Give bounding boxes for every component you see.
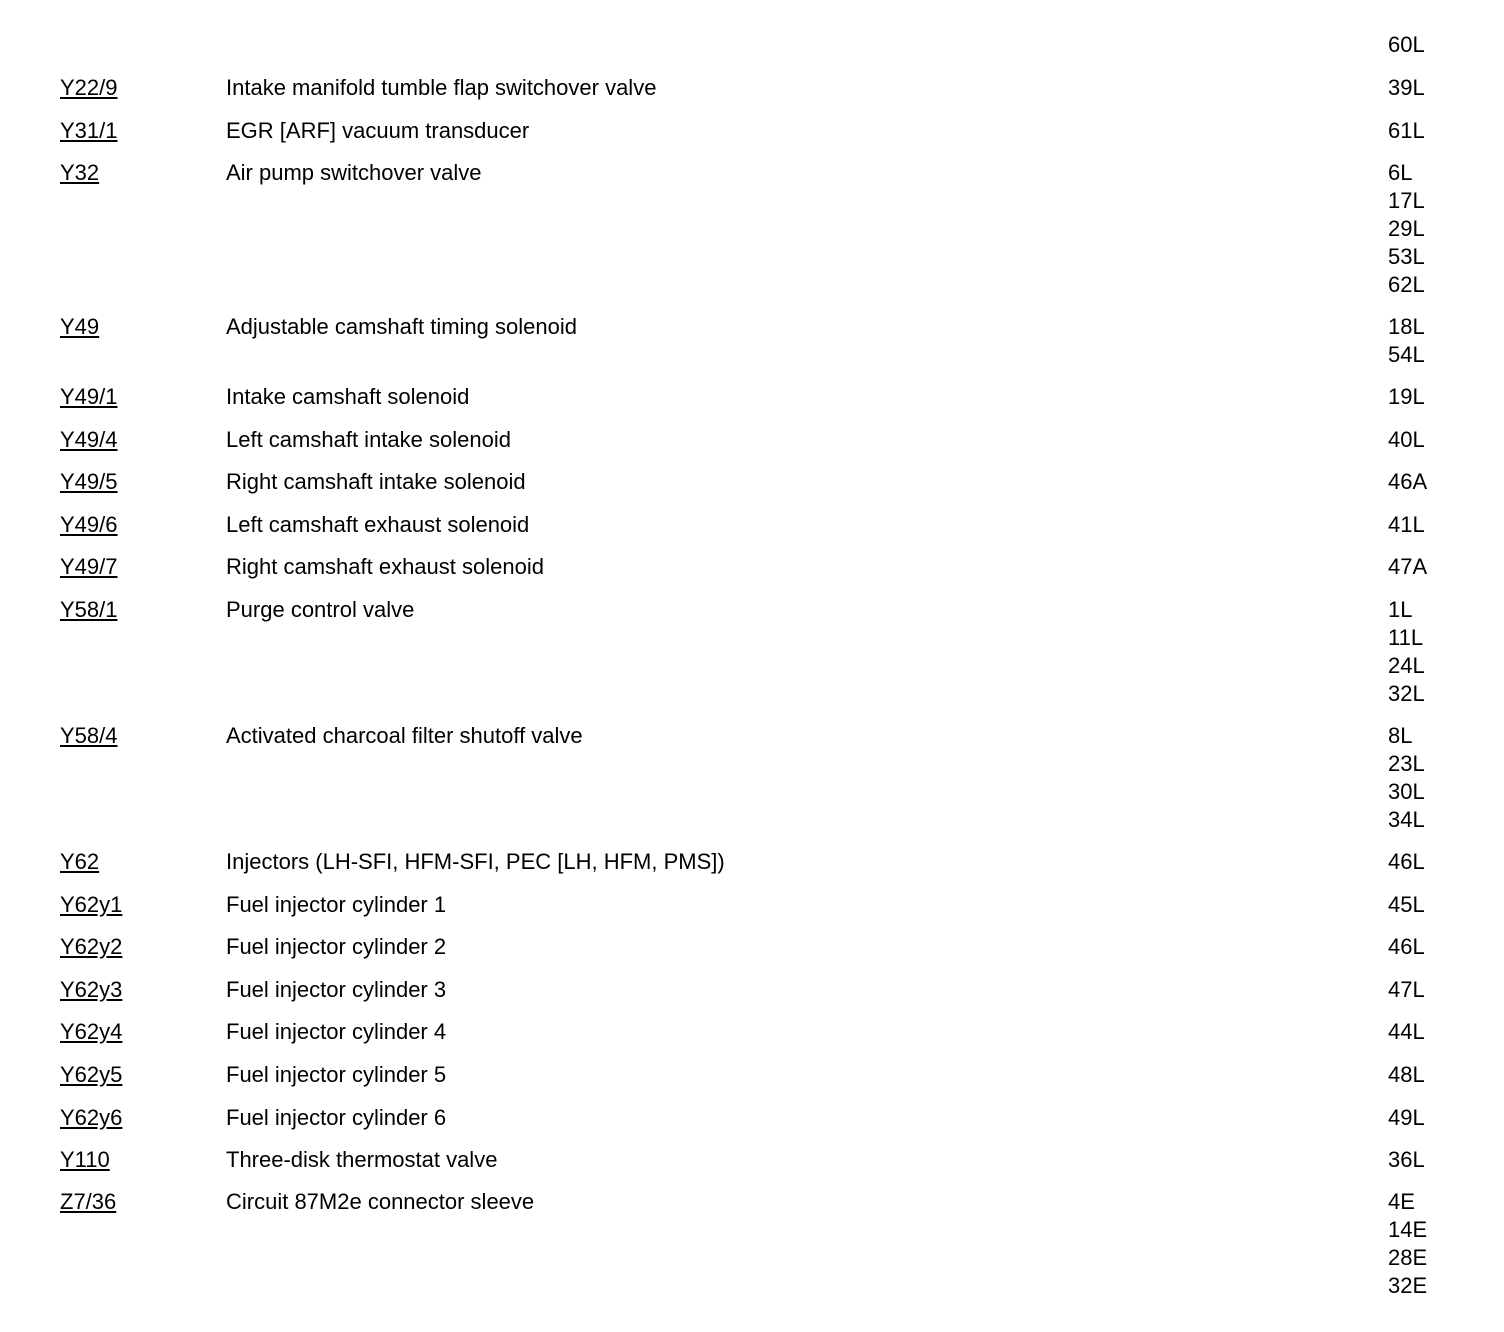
grid-location: 18L bbox=[1388, 314, 1425, 339]
component-description: Fuel injector cylinder 6 bbox=[226, 1105, 447, 1130]
component-code-link[interactable]: Y32 bbox=[60, 160, 100, 185]
component-description: Fuel injector cylinder 2 bbox=[226, 934, 447, 959]
component-description: Left camshaft intake solenoid bbox=[226, 427, 511, 452]
grid-location: 28E bbox=[1388, 1245, 1428, 1270]
grid-location: 47A bbox=[1388, 554, 1428, 579]
grid-location: 32E bbox=[1388, 1273, 1428, 1298]
component-code-link[interactable]: Y62y6 bbox=[60, 1105, 123, 1130]
grid-location-list bbox=[1388, 1188, 1427, 1300]
component-code-link[interactable]: Y58/1 bbox=[60, 597, 118, 622]
grid-location-list bbox=[1388, 117, 1425, 145]
grid-location: 46L bbox=[1388, 934, 1425, 959]
grid-location-list bbox=[1388, 383, 1425, 411]
component-description: Right camshaft intake solenoid bbox=[226, 469, 526, 494]
grid-location: 17L bbox=[1388, 188, 1425, 213]
grid-location-list bbox=[1388, 848, 1425, 876]
component-description: Fuel injector cylinder 3 bbox=[226, 977, 447, 1002]
grid-location: 46A bbox=[1388, 469, 1428, 494]
grid-location: 11L bbox=[1388, 625, 1424, 650]
component-code-link[interactable]: Y49/6 bbox=[60, 512, 118, 537]
component-code-link[interactable]: Y62y1 bbox=[60, 892, 123, 917]
component-code-link[interactable]: Y62y2 bbox=[60, 934, 123, 959]
grid-location-list bbox=[1388, 31, 1425, 59]
grid-location: 40L bbox=[1388, 427, 1425, 452]
grid-location: 62L bbox=[1388, 272, 1425, 297]
component-code-link[interactable]: Y49/1 bbox=[60, 384, 118, 409]
component-code-link[interactable]: Y49/4 bbox=[60, 427, 118, 452]
grid-location-list bbox=[1388, 426, 1425, 454]
grid-location-list bbox=[1388, 933, 1425, 961]
grid-location: 39L bbox=[1388, 75, 1425, 100]
grid-location: 32L bbox=[1388, 681, 1425, 706]
component-code-link[interactable]: Y58/4 bbox=[60, 723, 118, 748]
grid-location: 36L bbox=[1388, 1147, 1425, 1172]
grid-location: 4E bbox=[1388, 1189, 1415, 1214]
component-description: Adjustable camshaft timing solenoid bbox=[226, 314, 577, 339]
grid-location-list bbox=[1388, 1061, 1425, 1089]
component-description: Activated charcoal filter shutoff valve bbox=[226, 723, 583, 748]
grid-location-list bbox=[1388, 553, 1427, 581]
grid-location-list bbox=[1388, 1018, 1425, 1046]
component-code-link[interactable]: Y62y3 bbox=[60, 977, 123, 1002]
grid-location: 19L bbox=[1388, 384, 1425, 409]
component-description: Intake manifold tumble flap switchover valve bbox=[226, 75, 657, 100]
grid-location: 46L bbox=[1388, 849, 1425, 874]
grid-location-list bbox=[1388, 511, 1425, 539]
grid-location: 30L bbox=[1388, 779, 1425, 804]
component-code-link[interactable]: Y22/9 bbox=[60, 75, 118, 100]
component-description: Three-disk thermostat valve bbox=[226, 1147, 498, 1172]
grid-location: 24L bbox=[1388, 653, 1425, 678]
grid-location-list bbox=[1388, 159, 1425, 299]
grid-location: 49L bbox=[1388, 1105, 1425, 1130]
component-description: Right camshaft exhaust solenoid bbox=[226, 554, 544, 579]
grid-location: 6L bbox=[1388, 160, 1413, 185]
grid-location-list bbox=[1388, 468, 1427, 496]
grid-location-list bbox=[1388, 976, 1425, 1004]
component-code-link[interactable]: Y110 bbox=[60, 1147, 110, 1172]
grid-location: 60L bbox=[1388, 32, 1425, 57]
grid-location: 44L bbox=[1388, 1019, 1425, 1044]
grid-location: 1L bbox=[1388, 597, 1413, 622]
component-code-link[interactable]: Y62 bbox=[60, 849, 100, 874]
grid-location-list bbox=[1388, 722, 1425, 834]
component-code-link[interactable]: Z7/36 bbox=[60, 1189, 117, 1214]
grid-location: 29L bbox=[1388, 216, 1425, 241]
component-description: Injectors (LH-SFI, HFM-SFI, PEC [LH, HFM, PMS]) bbox=[226, 849, 725, 874]
grid-location-list bbox=[1388, 313, 1425, 369]
grid-location-list bbox=[1388, 74, 1425, 102]
component-description: Purge control valve bbox=[226, 597, 415, 622]
grid-location: 41L bbox=[1388, 512, 1425, 537]
component-code-link[interactable]: Y49/5 bbox=[60, 469, 118, 494]
grid-location-list bbox=[1388, 1104, 1425, 1132]
grid-location: 45L bbox=[1388, 892, 1425, 917]
component-code-link[interactable]: Y31/1 bbox=[60, 118, 118, 143]
component-code-link[interactable]: Y62y5 bbox=[60, 1062, 123, 1087]
component-description: EGR [ARF] vacuum transducer bbox=[226, 118, 530, 143]
component-code-link[interactable]: Y49/7 bbox=[60, 554, 118, 579]
grid-location: 53L bbox=[1388, 244, 1425, 269]
component-description: Circuit 87M2e connector sleeve bbox=[226, 1189, 535, 1214]
component-description: Left camshaft exhaust solenoid bbox=[226, 512, 530, 537]
component-description: Intake camshaft solenoid bbox=[226, 384, 470, 409]
grid-location: 14E bbox=[1388, 1217, 1428, 1242]
component-code-link[interactable]: Y62y4 bbox=[60, 1019, 123, 1044]
component-description: Air pump switchover valve bbox=[226, 160, 482, 185]
grid-location: 61L bbox=[1388, 118, 1425, 143]
grid-location: 8L bbox=[1388, 723, 1413, 748]
grid-location: 48L bbox=[1388, 1062, 1425, 1087]
grid-location: 34L bbox=[1388, 807, 1425, 832]
grid-location-list bbox=[1388, 596, 1425, 708]
component-description: Fuel injector cylinder 5 bbox=[226, 1062, 447, 1087]
component-description: Fuel injector cylinder 4 bbox=[226, 1019, 447, 1044]
component-description: Fuel injector cylinder 1 bbox=[226, 892, 447, 917]
grid-location-list bbox=[1388, 1146, 1425, 1174]
component-code-link[interactable]: Y49 bbox=[60, 314, 100, 339]
grid-location-list bbox=[1388, 891, 1425, 919]
grid-location: 54L bbox=[1388, 342, 1425, 367]
grid-location: 23L bbox=[1388, 751, 1425, 776]
grid-location: 47L bbox=[1388, 977, 1425, 1002]
